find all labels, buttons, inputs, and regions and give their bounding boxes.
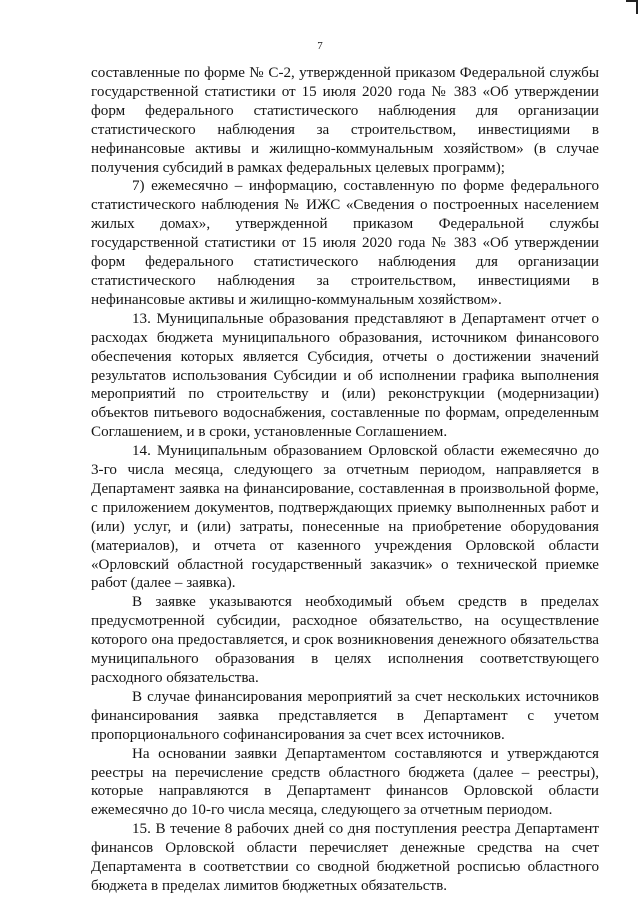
paragraph-continuation: составленные по форме № С-2, утвержденной приказом Федеральной службы государственной статистики от 15 июля 2020 года № 383 «Об утверждении форм федерального статистического наблюдения для организации статистического наблюдения за строительством, инвестициями в нефинансовые активы и жилищно-коммунальным хозяйством» (в случае получения субсидий в рамках федеральных целевых программ); [91,65,599,176]
paragraph-14-request-content: В заявке указываются необходимый объем средств в пределах предусмотренной субсидии, расходное обязательство, на осуществление которого она предоставляется, и срок возникновения денежного обязательства муниципального образования в целях исполнения соответствующего расходного обязательства. [91,594,599,686]
paragraph-14: 14. Муниципальным образованием Орловской области ежемесячно до 3-го числа месяца, следующего за отчетным периодом, направляется в Департамент заявка на финансирование, составленная в произвольной форме, с приложением документов, подтверждающих приемку выполненных работ и (или) услуг, и (или) затраты, понесенные на приобретение оборудования (материалов), и отчета от казенного учреждения Орловской области «Орловский областной государственный заказчик» о технической приемке работ (далее – заявка). [91,443,599,592]
paragraph-15: 15. В течение 8 рабочих дней со дня поступления реестра Департамент финансов Орловской области перечисляет денежные средства на счет Департамента в соответствии со сводной бюджетной росписью областного бюджета в пределах лимитов бюджетных обязательств. [91,821,599,894]
paragraph-14-registries: На основании заявки Департаментом составляются и утверждаются реестры на перечисление средств областного бюджета (далее – реестры), которые направляются в Департамент финансов Орловской области ежемесячно до 10-го числа месяца, следующего за отчетным периодом. [91,745,599,819]
paragraph-13: 13. Муниципальные образования представляют в Департамент отчет о расходах бюджета муниципального образования, источником финансового обеспечения которых является Субсидия, отчеты о достижении значений результатов использования Субсидии и об исполнении графика выполнения мероприятий по строительству и (или) реконструкции (модернизации) объектов питьевого водоснабжения, составленные по формам, определенным Соглашением, и в сроки, установленные Соглашением. [91,310,599,441]
paragraph-14-multiple-sources: В случае финансирования мероприятий за счет нескольких источников финансирования заявка представляется в Департамент с учетом пропорционального софинансирования за счет всех источников. [91,688,599,743]
document-body [91,64,599,896]
page-number: 7 [317,40,323,52]
corner-mark [626,0,638,14]
paragraph-item-7: 7) ежемесячно – информацию, составленную по форме федерального статистического наблюдения № ИЖС «Сведения о построенных населением жилых домах», утвержденной приказом Федеральной службы государственной статистики от 15 июля 2020 года № 383 «Об утверждении форм федерального статистического наблюдения для организации статистического наблюдения за строительством, инвестициями в нефинансовые активы и жилищно-коммунальным хозяйством». [91,178,599,308]
